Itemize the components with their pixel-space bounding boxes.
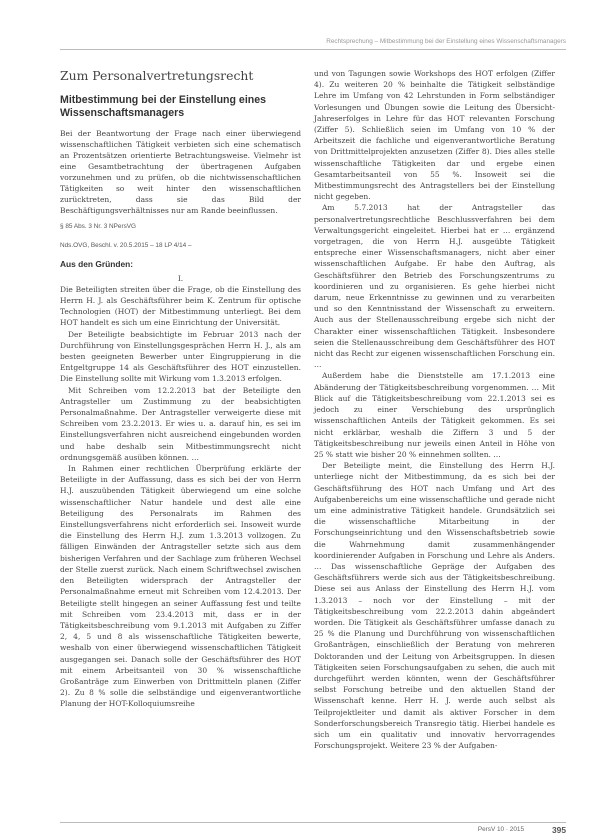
body-paragraph: und von Tagungen sowie Workshops des HOT erfolgen (Ziffer 4). Zu weiteren 20 % beinhalte die Tätigkeit selbständige Lehre im Umfang von 42 Lehrstunden in Form selbständiger Vorlesungen und Übungen sowie die Leitung des Übersicht-Jahreserfolges in Lehre für das HOT relevanten Forschung (Ziffer 5). Schließlich seien im Umfang von 10 % der Arbeitszeit die fachliche und eigenverantwortliche Beratung von Drittmittelprojekten anzusetzen (Ziffer 8). Dies alles stelle wissenschaftliche Tätigkeiten dar und ergebe einen Gesamtarbeitsanteil von 55 %. Insoweit sei die Mitbestimmungsrecht des Antragstellers bei der Einstellung nicht gegeben. [314,69,555,202]
court-reference: Nds.OVG, Beschl. v. 20.5.2015 – 18 LP 4/14 – [60,242,192,250]
body-paragraph: In Rahmen einer rechtlichen Überprüfung erklärte der Beteiligte in der Auffassung, dass es sich bei der von Herrn H.J. auszuübenden Tätigkeit überwiegend um eine solche wissenschaftlicher Natur handele und dest alle eine Beteiligung des Personalrats im Rahmen des Einstellungsverfahrens nicht erforderlich sei. Insoweit wurde die Einstellung des Herrn H.J. zum 1.3.2013 vollzogen. Zu fälligen Einwänden der Antragsteller setzte sich aus dem bisherigen Verfahren und der Sachlage zum früheren Wechsel der Stelle zuerst zurück. Nach einem Schriftwechsel zwischen den Beteiligten widersprach der Antragsteller der Personalmaßnahme erneut mit Schreiben vom 12.4.2013. Der Beteiligte stellt hingegen an seiner Auffassung fest und teilte mit Schreiben vom 23.4.2013 mit, dass er in der Tätigkeitsbeschreibung vom 9.1.2013 mit Aufgaben zu Ziffer 2, 4, 5 und 8 als wissenschaftliche Tätigkeiten bewerte, weshalb von einer überwiegend wissenschaftlichen Tätigkeit ausgegangen sei. Danach solle der Geschäftsführer des HOT mit einem Arbeitsanteil von 30 % wissenschaftliche Großanträge zum Einwerben von Drittmitteln planen (Ziffer 2). Zu 8 % solle die selbständige und eigenverantwortliche Planung der HOT-Kolloquiumsreihe [60,464,301,709]
header-rule [60,49,566,50]
body-paragraph: Mit Schreiben vom 12.2.2013 bat der Beteiligte den Antragsteller um Zustimmung zu der beabsichtigten Personalmaßnahme. Der Antragsteller verweigerte diese mit Schreiben vom 23.2.2013. Er wies u. a. darauf hin, es sei im Einstellungsverfahren nicht ausreichend eingebunden worden und habe deshalb sein Mitbestimmungsrecht nicht ordnungsgemäß ausüben können. … [60,385,301,462]
body-paragraph: Die Beteiligten streiten über die Frage, ob die Einstellung des Herrn H. J. als Geschäftsführer beim K. Zentrum für optische Technologien (HOT) der Mitbestimmung unterliegt. Bei dem HOT handelt es sich um eine Einrichtung der Universität. [60,284,301,328]
statute-reference: § 85 Abs. 3 Nr. 3 NPersVG [60,223,137,230]
body-paragraph: Am 5.7.2013 hat der Antragsteller das personalvertretungsrechtliche Beschlussverfahren bei dem Verwaltungsgericht eingeleitet. Hierbei hat er … ergänzend vorgetragen, die von Herrn H.J. ausgeübte Tätigkeit entspreche einer Wissenschaftsmanagers, nicht aber einer wissenschaftlichen Aufgabe. Er habe den Auftrag, als Geschäftsführer den Betrieb des Forschungszentrums zu koordinieren und zu organisieren. Es gehe hierbei nicht darum, neue Erkenntnisse zu gewinnen und zu verarbeiten und so den Kenntnisstand der Wissenschaft zu erweitern. Auch aus der Stellenausschreibung ergebe sich nicht der Charakter einer wissenschaftlichen Tätigkeit. Insbesondere seien die Stellenausschreibung dem Geschäftsführer des HOT nicht das Recht zur eigenen wissenschaftlichen Forschung ein. … [314,203,555,370]
section-title: Aus den Gründen: [60,259,134,270]
left-column [60,68,301,710]
journal-issue: PersV 10 · 2015 [477,826,524,833]
rubric-title: Zum Personalvertretungsrecht [60,68,254,83]
article-headline: Mitbestimmung bei der Einstellung eines Wissenschaftsmanagers [60,94,267,119]
page-footer [60,826,566,837]
right-column [314,68,555,751]
footer-rule [60,822,566,823]
body-paragraph: Außerdem habe die Dienststelle am 17.1.2013 eine Abänderung der Tätigkeitsbeschreibung vorgenommen. … Mit Blick auf die Tätigkeitsbeschreibung vom 22.1.2013 sei es jedoch zu einer Verschiebung des ursprünglich wissenschaftlichen Anteils der Tätigkeit gekommen. Es sei nicht erklärbar, weshalb die Ziffern 3 und 5 der Tätigkeitsbeschreibung nur jeweils einen Anteil in Höhe von 25 % statt wie bisher 20 % einnehmen sollten. … [314,371,555,459]
page-number: 395 [552,825,566,835]
running-head: Rechtsprechung – Mitbestimmung bei der Einstellung eines Wissenschaftsmanagers [326,38,566,45]
section-number: I. [177,273,184,283]
body-paragraph: Der Beteiligte beabsichtigte im Februar 2013 nach der Durchführung von Einstellungsgesprächen Herrn H. J., als am besten geeigneten Bewerber unter Eingruppierung in die Entgeltgruppe 14 als Geschäftsführer des HOT einzustellen. Die Einstellung sollte mit Wirkung vom 1.3.2013 erfolgen. [60,329,301,384]
lead-paragraph: Bei der Beantwortung der Frage nach einer überwiegend wissenschaftlichen Tätigkeit verbieten sich eine schematisch an Prozentsätzen orientierte Betrachtungsweise. Vielmehr ist eine Gesamtbetrachtung der übertragenen Aufgaben vorzunehmen und zu prüfen, ob die nichtwissenschaftlichen Tätigkeiten so weit hinter den wissenschaftlichen zurücktreten, dass sie das Bild der Beschäftigungsverhältnisses nur am Rande beeinflussen. [60,129,301,215]
body-paragraph: Der Beteiligte meint, die Einstellung des Herrn H.J. unterliege nicht der Mitbestimmung, da es sich bei der Geschäftsführung des HOT nach Umfang und Art des Aufgabenbereichs um eine wissenschaftliche und gerade nicht um eine administrative Tätigkeit handele. Grundsätzlich sei die wissenschaftliche Mitarbeitung in der Forschungseinrichtung und den Wissenschaftsbetrieb sowie die Wahrnehmung damit zusammenhängender koordinierender Aufgaben in Forschung und Lehre als Anders. … Das wissenschaftliche Gepräge der Aufgaben des Geschäftsführers werde sich aus der Tätigkeitsbeschreibung. Diese sei aus Anlass der Einstellung des Herrn H.J. vom 1.3.2013 – noch vor der Einstellung – mit der Tätigkeitsbeschreibung vom 22.2.2013 dahin abgeändert worden. Die Tätigkeit als Geschäftsführer umfasse danach zu 25 % die Planung und Durchführung von wissenschaftlichen Großanträgen, einschließlich der Beratung von mehreren Doktoranden und der Leitung von Arbeitsgruppen. In diesen Tätigkeiten seien Forschungsaufgaben zu sehen, die auch mit durchgeführt werden könnten, wenn der Geschäftsführer selbst Forschung betreibe und den aktuellen Stand der Wissenschaft kenne. Herr H. J. werde auch selbst als Teilprojektleiter und damit als aktiver Forscher in dem Sonderforschungsbereich Transregio tätig. Hierbei handele es sich um ein qualitativ und innovativ hervorragendes Forschungsprojekt. Weitere 23 % der Aufgaben- [314,461,555,751]
